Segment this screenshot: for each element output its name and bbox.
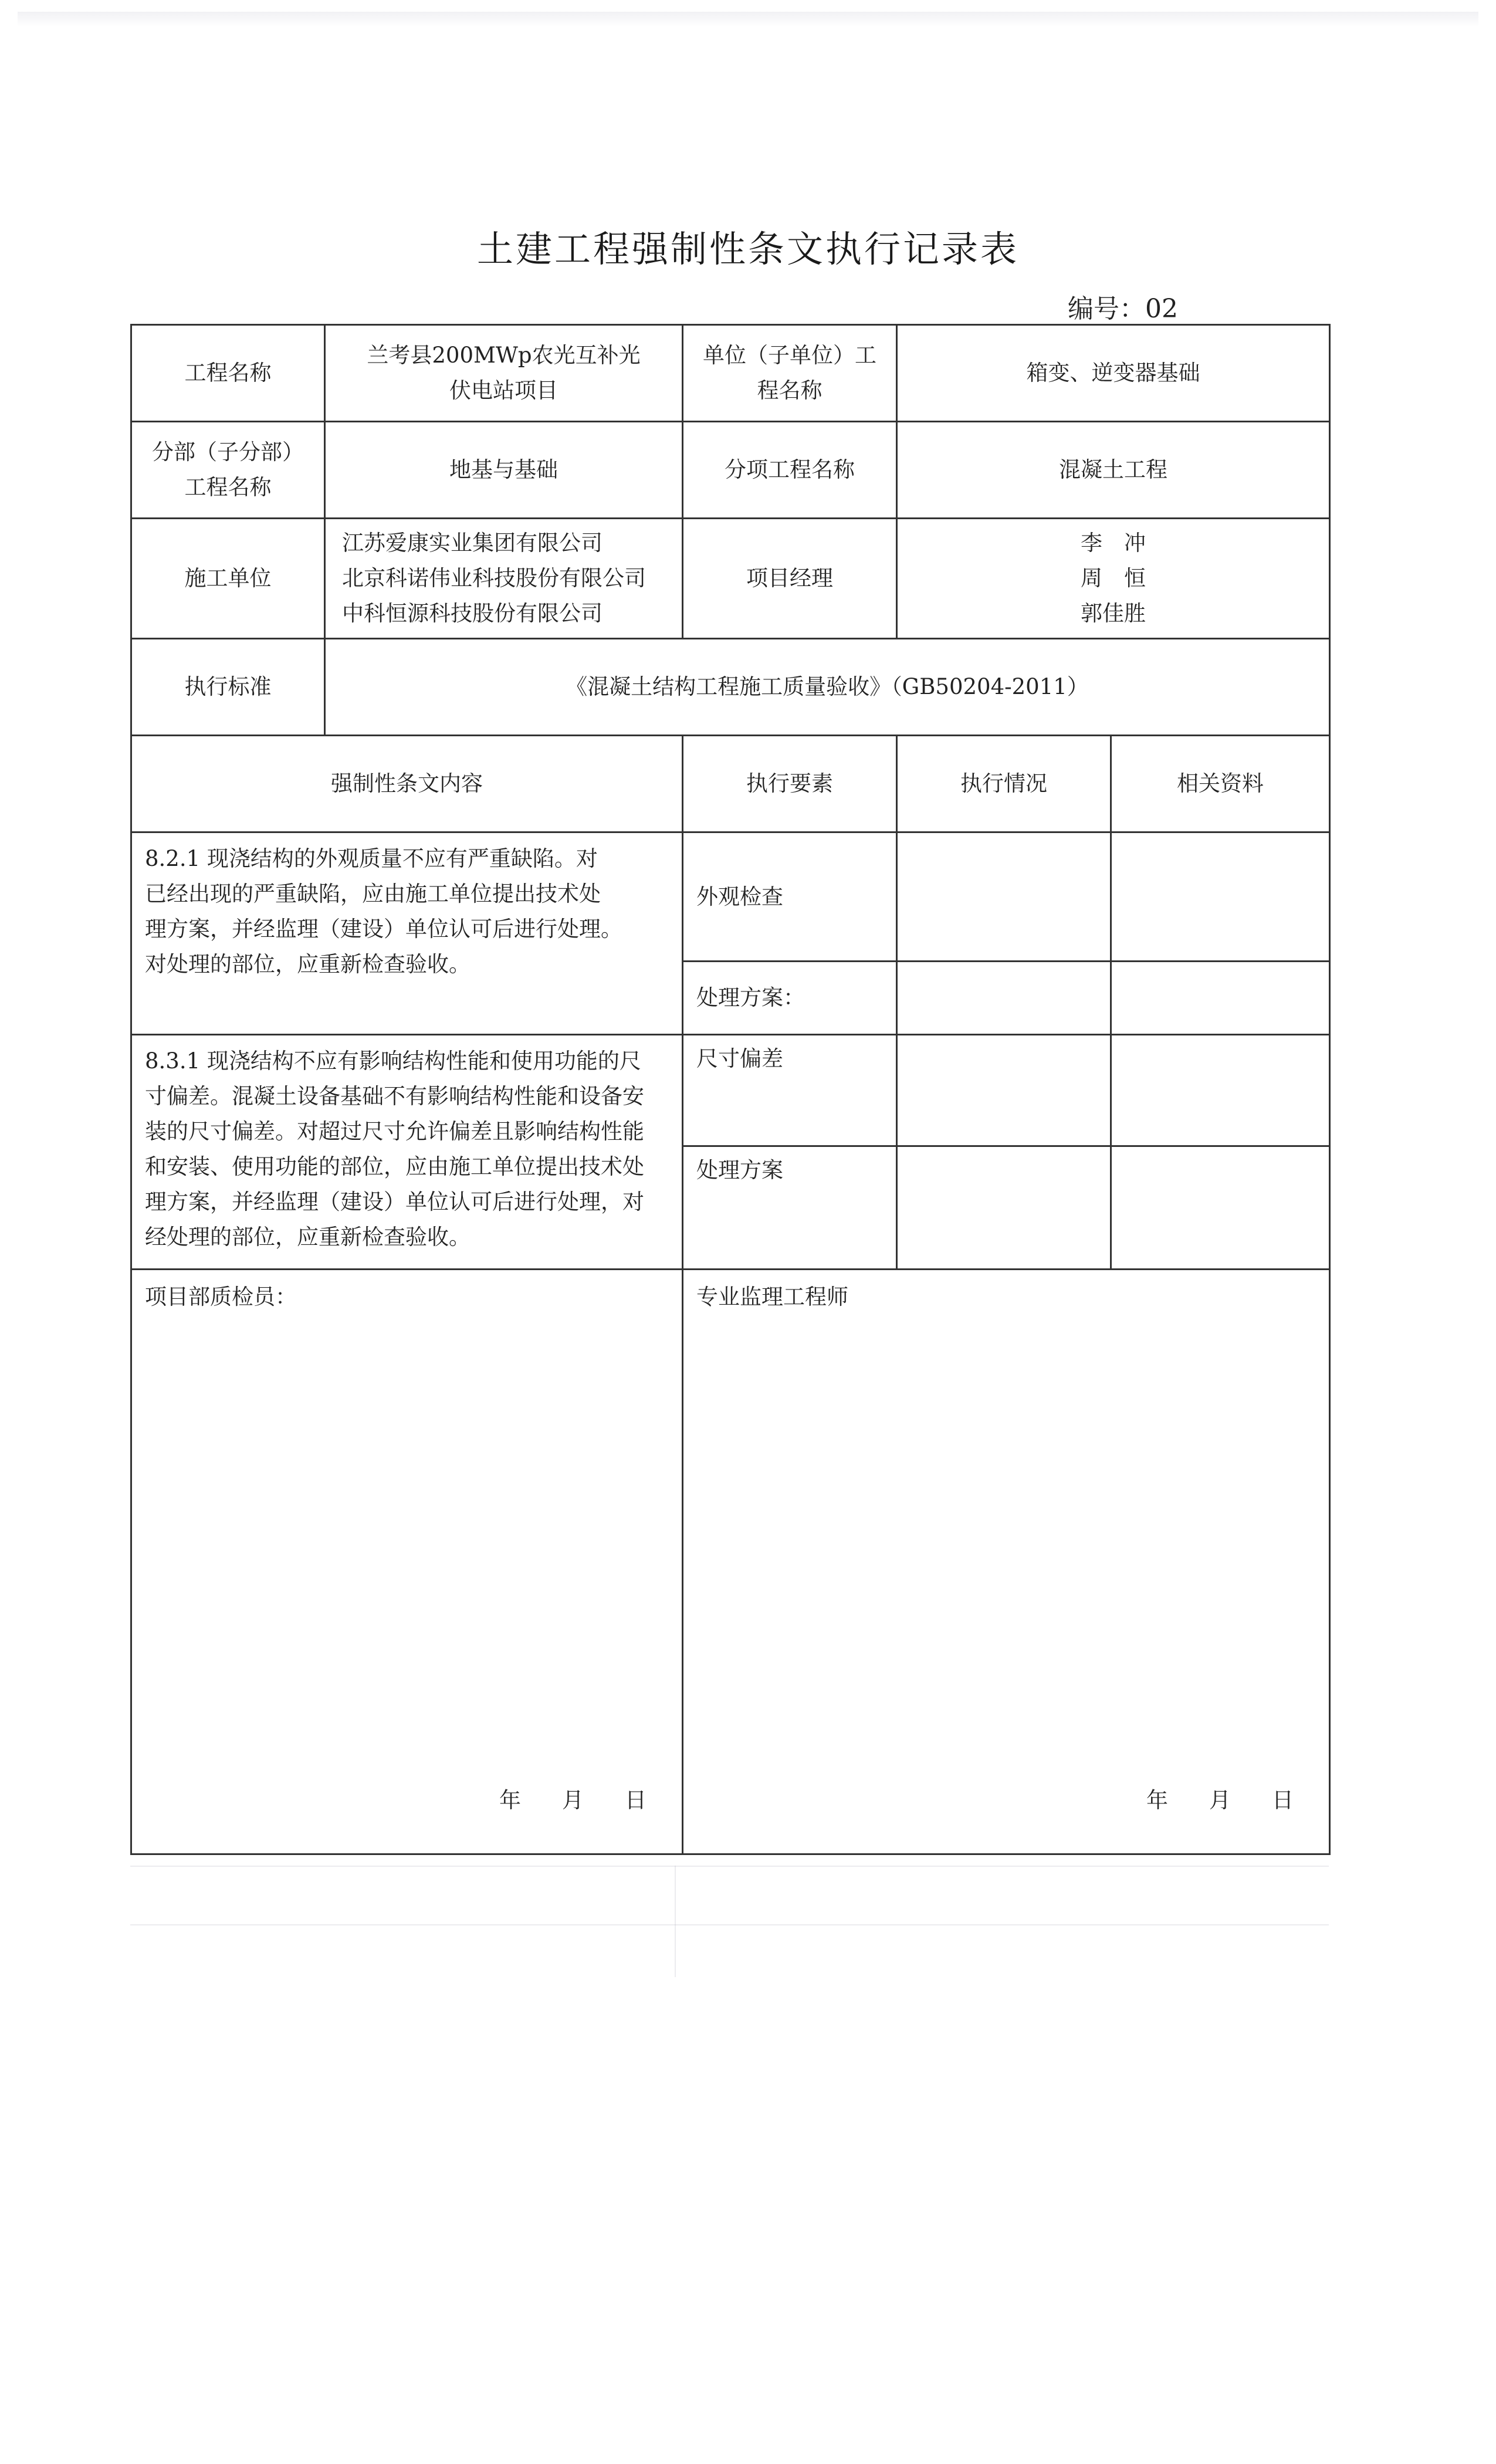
row-division — [131, 422, 1330, 519]
date-month: 月 — [562, 1788, 584, 1813]
clause-1-status-cell[interactable] — [897, 832, 1111, 962]
inspector-signature-cell[interactable] — [131, 1270, 683, 1854]
bleed-through-line — [675, 1866, 676, 1977]
supervisor-date — [1146, 1783, 1294, 1818]
sub-item-value: 混凝土工程 — [897, 422, 1330, 519]
clause-2-element-deviation: 尺寸偏差 — [683, 1035, 897, 1146]
clause-2-row-a — [131, 1035, 1330, 1146]
clause-2-materials-cell[interactable] — [1111, 1035, 1330, 1146]
header-materials: 相关资料 — [1111, 736, 1330, 832]
contractor-label: 施工单位 — [131, 519, 325, 639]
clause-line: 装的尺寸偏差。对超过尺寸允许偏差且影响结构性能 — [145, 1118, 644, 1144]
clause-line: 理方案，并经监理（建设）单位认可后进行处理。 — [145, 916, 622, 942]
manager-name: 周 恒 — [1081, 566, 1146, 591]
clause-line: 8.3.1 现浇结构不应有影响结构性能和使用功能的尺 — [145, 1048, 641, 1074]
unit-name-label — [683, 325, 897, 422]
clause-2-text — [131, 1035, 683, 1270]
clause-line: 和安装、使用功能的部位，应由施工单位提出技术处 — [145, 1153, 644, 1179]
bleed-through-line — [130, 1924, 1329, 1925]
scan-edge — [18, 12, 1478, 27]
clause-line: 对处理的部位，应重新检查验收。 — [145, 951, 471, 977]
unit-name-value: 箱变、逆变器基础 — [897, 325, 1330, 422]
clause-2-element-plan: 处理方案 — [683, 1146, 897, 1270]
contractor-companies — [325, 519, 683, 639]
clause-1-text — [131, 832, 683, 1035]
date-day: 日 — [625, 1788, 647, 1813]
page-title: 土建工程强制性条文执行记录表 — [476, 228, 1019, 270]
clause-line: 8.2.1 现浇结构的外观质量不应有严重缺陷。对 — [145, 846, 598, 871]
clause-line: 已经出现的严重缺陷，应由施工单位提出技术处 — [145, 881, 601, 906]
header-elements: 执行要素 — [683, 736, 897, 832]
division-label-line: 工程名称 — [184, 475, 272, 500]
project-name-value — [325, 325, 683, 422]
date-month: 月 — [1209, 1788, 1231, 1813]
clause-1-plan-status-cell[interactable] — [897, 962, 1111, 1035]
project-name-line: 伏电站项目 — [449, 378, 558, 403]
row-contractor — [131, 519, 1330, 639]
project-name-label: 工程名称 — [131, 325, 325, 422]
row-project — [131, 325, 1330, 422]
clause-line: 经处理的部位，应重新检查验收。 — [145, 1224, 471, 1250]
clause-1-plan-materials-cell[interactable] — [1111, 962, 1330, 1035]
unit-name-label-line: 程名称 — [757, 378, 823, 403]
date-day: 日 — [1272, 1788, 1294, 1813]
clause-2-plan-materials-cell[interactable] — [1111, 1146, 1330, 1270]
standard-label: 执行标准 — [131, 639, 325, 736]
company-name: 北京科诺伟业科技股份有限公司 — [342, 566, 646, 591]
row-signatures — [131, 1270, 1330, 1854]
division-label — [131, 422, 325, 519]
company-name: 中科恒源科技股份有限公司 — [342, 600, 603, 626]
header-status: 执行情况 — [897, 736, 1111, 832]
date-year: 年 — [499, 1788, 521, 1813]
date-year: 年 — [1146, 1788, 1168, 1813]
clause-2-status-cell[interactable] — [897, 1035, 1111, 1146]
manager-names — [897, 519, 1330, 639]
project-name-line: 兰考县200MWp农光互补光 — [367, 343, 641, 368]
supervisor-signature-cell[interactable] — [683, 1270, 1330, 1854]
header-content: 强制性条文内容 — [131, 736, 683, 832]
clause-line: 寸偏差。混凝土设备基础不有影响结构性能和设备安 — [145, 1083, 644, 1109]
manager-name: 郭佳胜 — [1081, 600, 1146, 626]
manager-name: 李 冲 — [1081, 530, 1146, 556]
document-number: 编号：02 — [1068, 294, 1178, 324]
clause-1-row-a — [131, 832, 1330, 962]
clause-2-plan-status-cell[interactable] — [897, 1146, 1111, 1270]
clause-1-element-appearance: 外观检查 — [683, 832, 897, 962]
sub-item-label: 分项工程名称 — [683, 422, 897, 519]
standard-value: 《混凝土结构工程施工质量验收》（GB50204-2011） — [325, 639, 1330, 736]
row-headers — [131, 736, 1330, 832]
company-name: 江苏爱康实业集团有限公司 — [342, 530, 603, 556]
clause-line: 理方案，并经监理（建设）单位认可后进行处理，对 — [145, 1189, 644, 1214]
manager-label: 项目经理 — [683, 519, 897, 639]
row-standard — [131, 639, 1330, 736]
unit-name-label-line: 单位（子单位）工 — [703, 343, 876, 368]
record-form-table — [130, 324, 1331, 1855]
supervisor-label: 专业监理工程师 — [696, 1284, 848, 1309]
division-label-line: 分部（子分部） — [152, 439, 304, 465]
clause-1-materials-cell[interactable] — [1111, 832, 1330, 962]
division-value: 地基与基础 — [325, 422, 683, 519]
bleed-through-line — [130, 1866, 1329, 1867]
inspector-label: 项目部质检员： — [145, 1284, 297, 1309]
clause-1-element-plan: 处理方案： — [683, 962, 897, 1035]
inspector-date — [499, 1783, 647, 1818]
